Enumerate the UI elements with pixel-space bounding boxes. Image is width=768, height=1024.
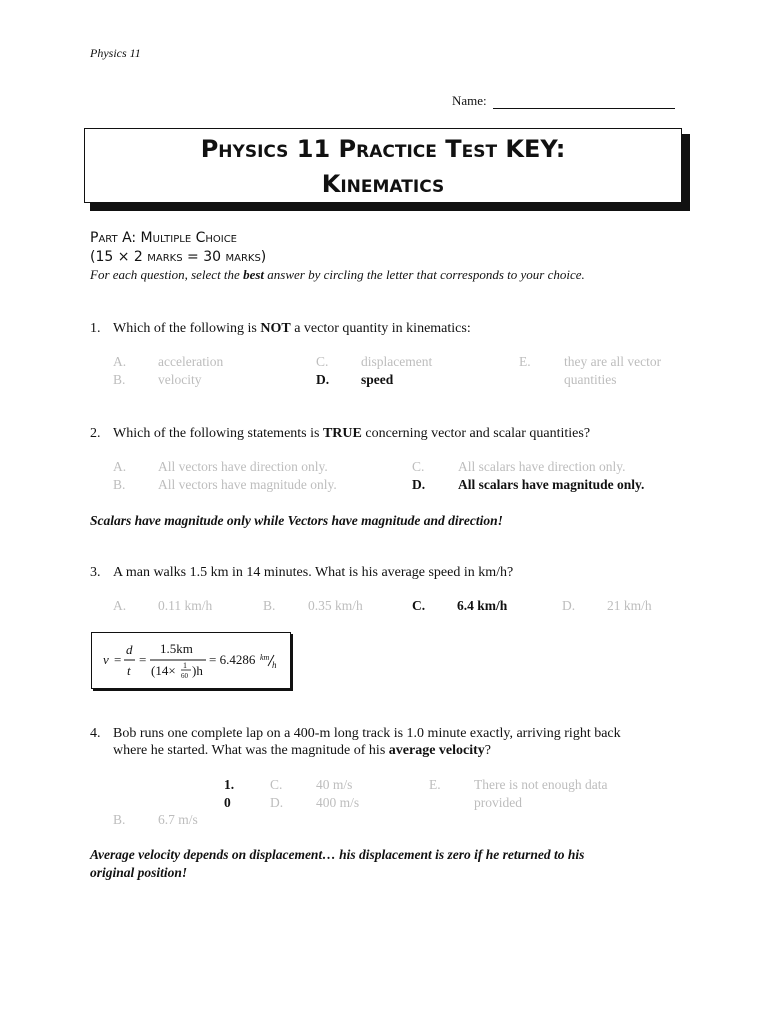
- title-word: ractice: [356, 135, 437, 163]
- q1-option-d-letter[interactable]: D.: [316, 372, 330, 387]
- q3-formula-box: [91, 632, 291, 689]
- title-space: [437, 135, 445, 163]
- q4-option-e-text[interactable]: There is not enough data: [474, 777, 608, 792]
- part-a-heading: Part A: Multiple Choice: [90, 230, 237, 246]
- question-number: 3.: [90, 565, 101, 580]
- q3-option-c-letter[interactable]: C.: [412, 598, 426, 613]
- formula-equals: =: [114, 652, 122, 667]
- q4-option-c-text[interactable]: 40 m/s: [316, 777, 353, 792]
- q4-explanation-line-2: original position!: [90, 865, 188, 880]
- question-text-part: Which of the following statements is: [113, 426, 323, 441]
- title-line-1: [85, 132, 681, 167]
- formula-denominator-open: (14×: [151, 663, 176, 678]
- q2-explanation: Scalars have magnitude only while Vectors have magnitude and direction!: [90, 513, 503, 528]
- q4-option-b-letter[interactable]: B.: [113, 812, 126, 827]
- q1-option-b-letter[interactable]: B.: [113, 372, 126, 387]
- question-4: [90, 725, 710, 761]
- question-2: [90, 425, 690, 442]
- formula-result: = 6.4286: [209, 652, 256, 667]
- question-text: [113, 425, 590, 442]
- question-number: 1.: [90, 321, 101, 336]
- instructions-text: For each question, select the: [90, 267, 244, 282]
- q4-option-c-letter[interactable]: C.: [270, 777, 283, 792]
- course-label: Physics 11: [90, 46, 141, 60]
- q1-option-d-text[interactable]: speed: [361, 372, 394, 387]
- question-number: 4.: [90, 726, 101, 741]
- name-label: Name:: [452, 93, 487, 108]
- name-field-row: [452, 93, 675, 109]
- question-text: [113, 320, 471, 337]
- q2-option-b-letter[interactable]: B.: [113, 477, 126, 492]
- question-text-part: a vector quantity in kinematics:: [290, 321, 471, 336]
- q2-option-c-text[interactable]: All scalars have direction only.: [458, 459, 626, 474]
- question-3: [90, 564, 690, 581]
- part-a-marks: (15 × 2 marks = 30 marks): [90, 249, 267, 265]
- title-line-2: Kinematics: [321, 170, 445, 198]
- q1-option-c-text[interactable]: displacement: [361, 354, 433, 369]
- formula-d: d: [126, 642, 133, 657]
- question-text-part: concerning vector and scalar quantities?: [361, 426, 591, 441]
- title-number: 11: [288, 135, 339, 163]
- title-word: hysics: [218, 135, 289, 163]
- title-letter: P: [200, 135, 219, 163]
- instructions-emphasis: best: [243, 267, 265, 282]
- q3-option-b-text[interactable]: 0.35 km/h: [308, 598, 363, 613]
- title-letter: T: [445, 135, 462, 163]
- q2-option-c-letter[interactable]: C.: [412, 459, 425, 474]
- q2-option-a-letter[interactable]: A.: [113, 459, 127, 474]
- q1-option-e-letter[interactable]: E.: [519, 354, 531, 369]
- formula-small-den: 60: [181, 672, 188, 680]
- q1-option-c-letter[interactable]: C.: [316, 354, 329, 369]
- q4-option-b-text[interactable]: 6.7 m/s: [158, 812, 198, 827]
- q3-option-d-letter[interactable]: D.: [562, 598, 576, 613]
- formula-v: v: [103, 652, 109, 667]
- formula-denominator-close: )h: [192, 663, 203, 678]
- q3-option-a-text[interactable]: 0.11 km/h: [158, 598, 213, 613]
- q1-option-a-text[interactable]: acceleration: [158, 354, 224, 369]
- q1-option-a-letter[interactable]: A.: [113, 354, 127, 369]
- question-1: [90, 320, 690, 337]
- name-blank-line: [493, 95, 675, 109]
- q4-option-e-letter[interactable]: E.: [429, 777, 441, 792]
- q4-option-a-letter[interactable]: 1.: [224, 777, 235, 792]
- question-emphasis: TRUE: [322, 426, 362, 441]
- question-text-line-1: Bob runs one complete lap on a 400-m long track is 1.0 minute exactly, arriving right back: [113, 726, 621, 741]
- q4-explanation-line-1: Average velocity depends on displacement… his displacement is zero if he returned to his: [90, 847, 585, 862]
- q4-option-a-text[interactable]: 0: [224, 795, 231, 810]
- q1-option-e-text-cont: quantities: [564, 372, 617, 387]
- question-text-part: where he started. What was the magnitude of his: [113, 743, 389, 758]
- q2-option-b-text[interactable]: All vectors have magnitude only.: [158, 477, 337, 492]
- instructions-text: answer by circling the letter that corresponds to your choice.: [264, 267, 585, 282]
- question-text-part: ?: [484, 743, 492, 758]
- instructions: [90, 267, 585, 283]
- question-text-line-2: [113, 742, 491, 759]
- q2-option-a-text[interactable]: All vectors have direction only.: [158, 459, 328, 474]
- q2-option-d-text[interactable]: All scalars have magnitude only.: [458, 477, 645, 492]
- formula-t: t: [127, 663, 131, 678]
- q3-option-d-text[interactable]: 21 km/h: [607, 598, 652, 613]
- question-emphasis: average velocity: [388, 743, 485, 758]
- q1-option-e-text[interactable]: they are all vector: [564, 354, 662, 369]
- q1-option-b-text[interactable]: velocity: [158, 372, 202, 387]
- title-word: est: [461, 135, 498, 163]
- q4-option-e-text-cont: provided: [474, 795, 522, 810]
- formula-unit-km: km: [260, 653, 270, 662]
- title-key: KEY:: [497, 135, 566, 163]
- q3-option-a-letter[interactable]: A.: [113, 598, 127, 613]
- speed-formula: [92, 633, 290, 688]
- title-box: [84, 128, 682, 203]
- formula-small-num: 1: [183, 661, 187, 670]
- q2-option-d-letter[interactable]: D.: [412, 477, 426, 492]
- question-number: 2.: [90, 426, 101, 441]
- formula-equals-2: =: [139, 652, 147, 667]
- question-text-part: Which of the following is: [113, 321, 261, 336]
- formula-numerator: 1.5km: [160, 641, 193, 656]
- formula-unit-h: h: [272, 660, 277, 670]
- title-letter: P: [338, 135, 357, 163]
- q4-option-d-letter[interactable]: D.: [270, 795, 284, 810]
- q3-option-c-text[interactable]: 6.4 km/h: [457, 598, 508, 613]
- question-text: A man walks 1.5 km in 14 minutes. What is his average speed in km/h?: [113, 565, 514, 580]
- question-emphasis: NOT: [260, 321, 291, 336]
- q4-option-d-text[interactable]: 400 m/s: [316, 795, 360, 810]
- q3-option-b-letter[interactable]: B.: [263, 598, 276, 613]
